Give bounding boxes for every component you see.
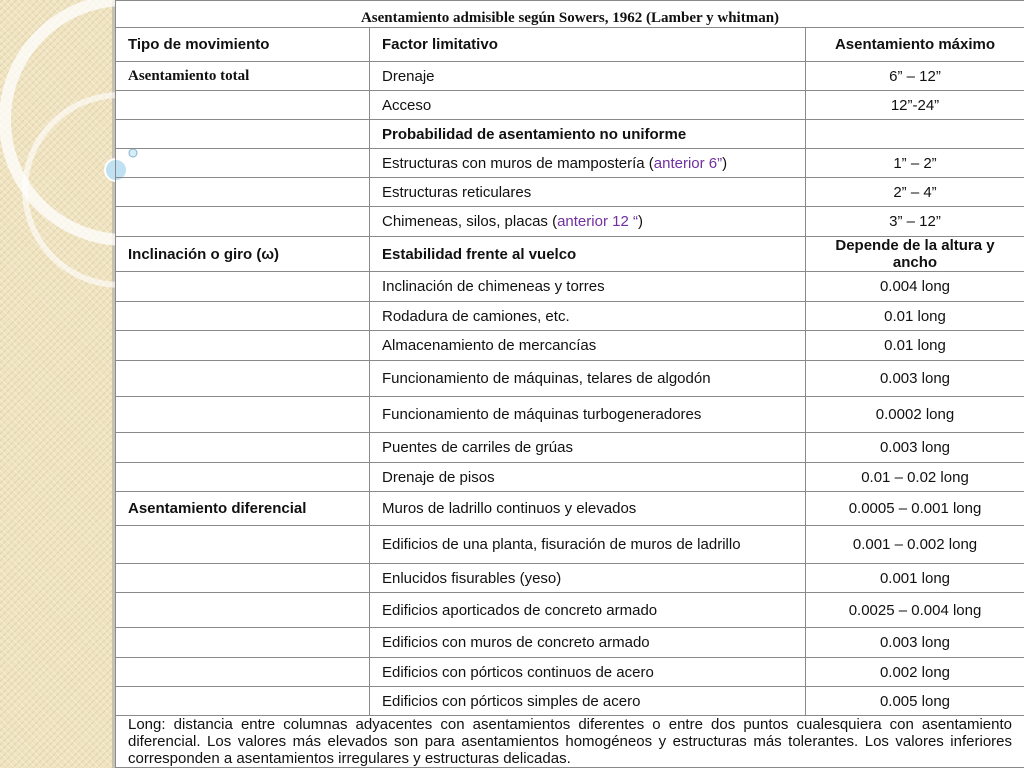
row-value [806,120,1024,149]
row-factor: Edificios aporticados de concreto armado [370,593,806,628]
row-factor: Rodadura de camiones, etc. [370,302,806,331]
table-row [116,178,1024,207]
table-row [116,433,1024,463]
table-row [116,397,1024,433]
header-row [116,28,1024,62]
row-value: 0.003 long [806,628,1024,658]
table-row [116,120,1024,149]
row-type [116,526,370,564]
table-row [116,526,1024,564]
row-type: Asentamiento total [116,62,370,91]
table-row [116,658,1024,687]
table-row [116,91,1024,120]
row-type [116,658,370,687]
row-type [116,628,370,658]
row-factor: Muros de ladrillo continuos y elevados [370,492,806,526]
row-value: 0.0002 long [806,397,1024,433]
row-value: 0.004 long [806,272,1024,302]
row-factor: Inclinación de chimeneas y torres [370,272,806,302]
table-row [116,302,1024,331]
row-value: 0.01 long [806,302,1024,331]
row-value: 0.002 long [806,658,1024,687]
row-type: Asentamiento diferencial [116,492,370,526]
row-type [116,361,370,397]
row-factor: Funcionamiento de máquinas, telares de algodón [370,361,806,397]
table-row [116,149,1024,178]
row-type [116,593,370,628]
table-title: Asentamiento admisible según Sowers, 1962 (Lamber y whitman) [116,1,1024,28]
row-type: Inclinación o giro (ω) [116,237,370,272]
row-value: 0.0025 – 0.004 long [806,593,1024,628]
row-value: 2” – 4” [806,178,1024,207]
row-factor: Edificios de una planta, fisuración de muros de ladrillo [370,526,806,564]
table-row [116,207,1024,237]
row-value: 0.001 – 0.002 long [806,526,1024,564]
row-factor: Estabilidad frente al vuelco [370,237,806,272]
row-factor: Enlucidos fisurables (yeso) [370,564,806,593]
table-row [116,463,1024,492]
row-type [116,463,370,492]
row-type [116,178,370,207]
footnote: Long: distancia entre columnas adyacentes con asentamientos diferentes o entre dos puntos cualesquiera con asentamiento diferencial. Los valores más elevados son para asentamientos homogéneos y estructuras más tolerantes. Los valores inferiores corresponden a asentamientos irregulares y estructuras delicadas. [116,716,1024,768]
row-factor: Puentes de carriles de grúas [370,433,806,463]
table-row [116,628,1024,658]
row-type [116,149,370,178]
row-type [116,397,370,433]
row-type [116,433,370,463]
previous-value-note: anterior 12 “ [557,213,638,230]
table-row [116,564,1024,593]
row-factor: Estructuras con muros de mampostería (anterior 6”) [370,149,806,178]
row-factor: Edificios con pórticos continuos de acero [370,658,806,687]
row-factor: Estructuras reticulares [370,178,806,207]
row-value: 0.01 long [806,331,1024,361]
row-value: 1” – 2” [806,149,1024,178]
row-factor: Funcionamiento de máquinas turbogeneradores [370,397,806,433]
row-factor: Probabilidad de asentamiento no uniforme [370,120,806,149]
row-factor: Drenaje [370,62,806,91]
table-row [116,237,1024,272]
row-value: 0.001 long [806,564,1024,593]
header-tipo-movimiento: Tipo de movimiento [116,28,370,62]
previous-value-note: anterior 6” [653,154,723,172]
table-row [116,331,1024,361]
row-value: 0.003 long [806,361,1024,397]
row-value: 0.0005 – 0.001 long [806,492,1024,526]
table-row [116,492,1024,526]
row-value: 0.005 long [806,687,1024,716]
row-factor: Almacenamiento de mercancías [370,331,806,361]
table-row [116,687,1024,716]
row-type [116,120,370,149]
row-value: 6” – 12” [806,62,1024,91]
row-factor: Edificios con pórticos simples de acero [370,687,806,716]
row-value: Depende de la altura y ancho [806,237,1024,272]
row-type [116,687,370,716]
row-type [116,302,370,331]
settlement-table [115,0,1024,768]
row-factor: Drenaje de pisos [370,463,806,492]
row-factor: Acceso [370,91,806,120]
row-value: 3” – 12” [806,207,1024,237]
table-row [116,361,1024,397]
header-asentamiento-maximo: Asentamiento máximo [806,28,1024,62]
row-type [116,91,370,120]
row-value: 0.003 long [806,433,1024,463]
row-value: 0.01 – 0.02 long [806,463,1024,492]
row-type [116,272,370,302]
row-value: 12”-24” [806,91,1024,120]
header-factor-limitativo: Factor limitativo [370,28,806,62]
row-type [116,207,370,237]
table-row [116,272,1024,302]
row-factor: Chimeneas, silos, placas (anterior 12 “) [370,207,806,237]
row-type [116,564,370,593]
row-type [116,331,370,361]
table-row [116,62,1024,91]
row-factor: Edificios con muros de concreto armado [370,628,806,658]
table-row [116,593,1024,628]
